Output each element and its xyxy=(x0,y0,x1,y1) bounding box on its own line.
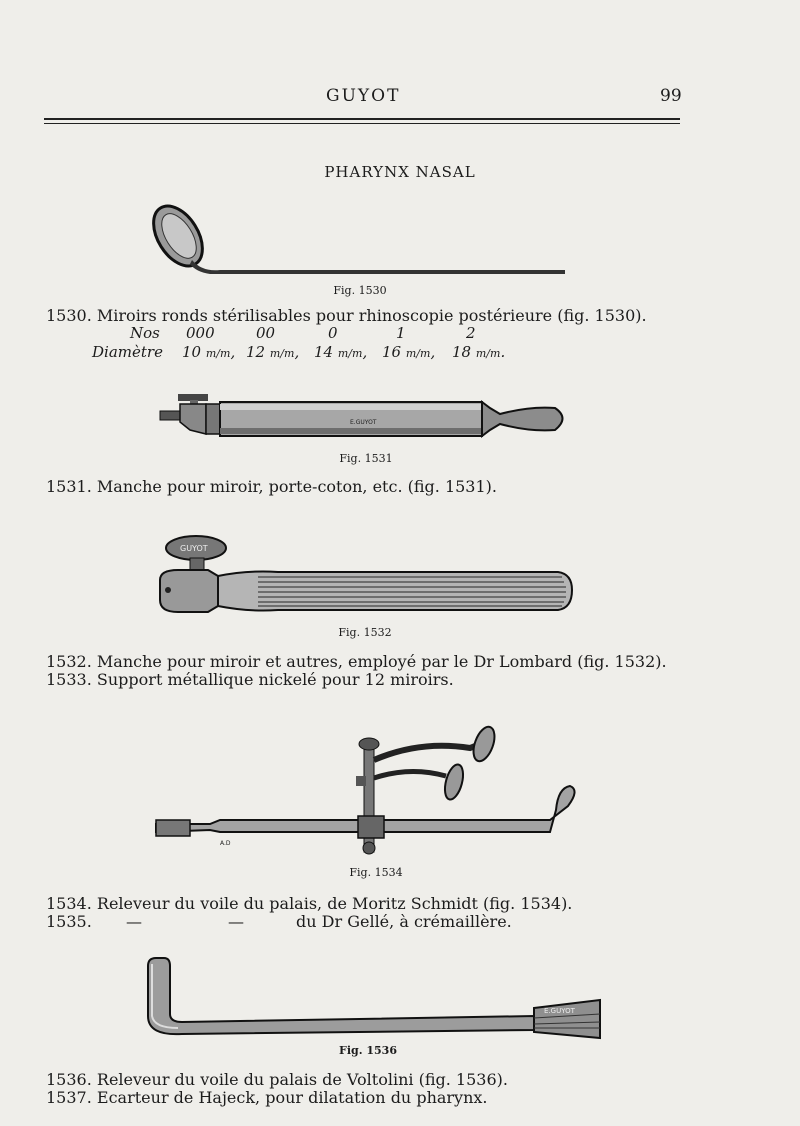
item-number: 1532. xyxy=(46,652,92,671)
unit-label: m/m xyxy=(475,347,501,360)
figure-1530-mirror xyxy=(150,200,580,280)
item-text: Releveur du voile du palais de Voltolini (fig. 1536). xyxy=(96,1070,508,1089)
item-text: Miroirs ronds stérilisables pour rhinoscopie postérieure (fig. 1530). xyxy=(96,306,647,325)
diameter-value: 10 m/m, xyxy=(182,343,236,361)
unit-label: m/m xyxy=(337,347,363,360)
caption-fig-1536: Fig. 1536 xyxy=(339,1044,397,1057)
figure-1531-handle xyxy=(160,390,570,446)
item-1532 xyxy=(46,652,667,671)
item-number: 1530. xyxy=(46,306,92,325)
item-number: 1537. xyxy=(46,1088,92,1107)
figure-1536-voltolini-retractor xyxy=(142,956,604,1042)
section-title: PHARYNX NASAL xyxy=(324,163,476,181)
item-text: Support métallique nickelé pour 12 miroirs. xyxy=(96,670,454,689)
unit-label: m/m xyxy=(205,347,231,360)
size-number: 2 xyxy=(466,324,476,342)
diameter-value: 16 m/m, xyxy=(382,343,436,361)
size-number: 0 xyxy=(328,324,338,342)
diameter-value: 14 m/m, xyxy=(314,343,368,361)
running-header-author: GUYOT xyxy=(326,86,401,106)
item-text: Releveur du voile du palais, de Moritz Schmidt (fig. 1534). xyxy=(96,894,573,913)
item-number: 1531. xyxy=(46,477,92,496)
stamp-text: GUYOT xyxy=(180,544,208,553)
header-rule-bottom xyxy=(44,123,680,124)
item-1530 xyxy=(46,306,647,325)
item-1535 xyxy=(46,912,92,931)
size-number: 000 xyxy=(186,324,215,342)
sizes-row-label-diametre: Diamètre xyxy=(92,343,163,361)
item-number: 1536. xyxy=(46,1070,92,1089)
caption-fig-1534: Fig. 1534 xyxy=(349,866,403,879)
item-1536 xyxy=(46,1070,508,1089)
item-text: Manche pour miroir, porte-coton, etc. (fig. 1531). xyxy=(96,477,497,496)
item-1537 xyxy=(46,1088,488,1107)
size-number: 1 xyxy=(396,324,406,342)
diameter-value: 18 m/m. xyxy=(452,343,506,361)
item-number: 1533. xyxy=(46,670,92,689)
item-text: Ecarteur de Hajeck, pour dilatation du pharynx. xyxy=(96,1088,488,1107)
unit-label: m/m xyxy=(269,347,295,360)
unit-label: m/m xyxy=(405,347,431,360)
item-1534 xyxy=(46,894,572,913)
item-number: 1535. xyxy=(46,912,92,931)
item-1533 xyxy=(46,670,454,689)
item-text: Manche pour miroir et autres, employé par le Dr Lombard (fig. 1532). xyxy=(96,652,667,671)
diameter-value: 12 m/m, xyxy=(246,343,300,361)
size-number: 00 xyxy=(256,324,276,342)
stamp-text: E.GUYOT xyxy=(350,419,377,426)
caption-fig-1531: Fig. 1531 xyxy=(339,452,393,465)
figure-1532-fluted-handle xyxy=(158,530,572,620)
caption-fig-1530: Fig. 1530 xyxy=(333,284,387,297)
item-1531 xyxy=(46,477,497,496)
ditto-dash: — xyxy=(228,912,244,931)
page-number: 99 xyxy=(660,86,682,106)
header-rule-top xyxy=(44,118,680,120)
item-1535-text: du Dr Gellé, à crémaillère. xyxy=(296,912,512,931)
ditto-dash: — xyxy=(126,912,142,931)
caption-fig-1532: Fig. 1532 xyxy=(338,626,392,639)
item-number: 1534. xyxy=(46,894,92,913)
maker-mark: A.D xyxy=(220,840,231,847)
stamp-text: E.GUYOT xyxy=(544,1007,575,1015)
figure-1534-palate-retractor xyxy=(150,720,590,860)
sizes-row-label-nos: Nos xyxy=(130,324,160,342)
